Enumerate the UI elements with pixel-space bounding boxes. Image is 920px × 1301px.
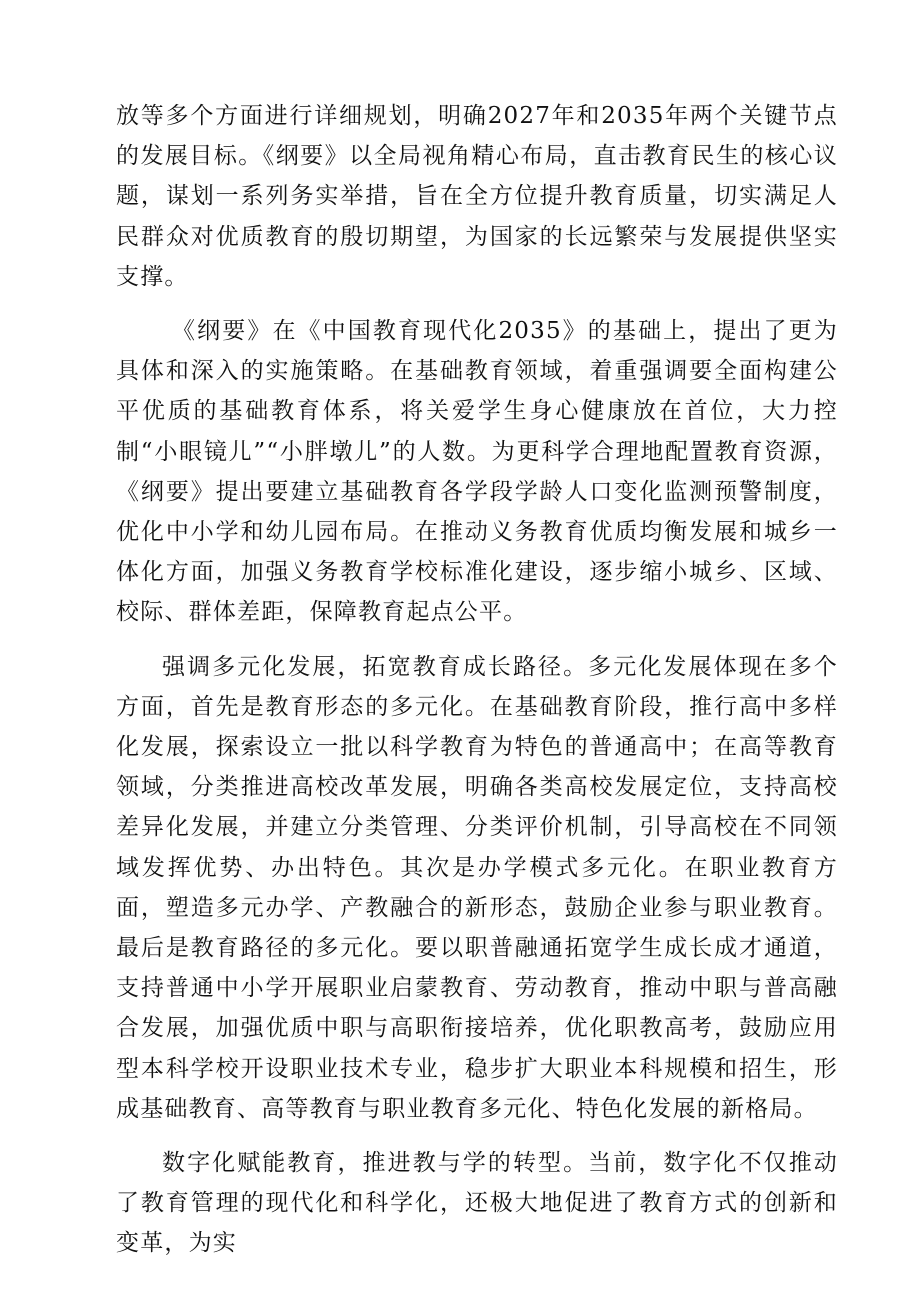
document-body [116, 96, 838, 1264]
paragraph-continuation: 放等多个方面进行详细规划，明确2027年和2035年两个关键节点的发展目标。《纲要》以全局视角精心布局，直击教育民生的核心议题，谋划一系列务实举措，旨在全方位提升教育质量，切实满足人民群众对优质教育的殷切期望，为国家的长远繁荣与发展提供坚实支撑。 [116, 103, 838, 290]
paragraph-digital-empowerment: 数字化赋能教育，推进教与学的转型。当前，数字化不仅推动了教育管理的现代化和科学化，还极大地促进了教育方式的创新和变革，为实 [116, 1150, 838, 1257]
paragraph-outline-strategy: 《纲要》在《中国教育现代化2035》的基础上，提出了更为具体和深入的实施策略。在基础教育领域，着重强调要全面构建公平优质的基础教育体系，将关爱学生身心健康放在首位，大力控制“小眼镜儿”“小胖墩儿”的人数。为更科学合理地配置教育资源，《纲要》提出要建立基础教育各学段学龄人口变化监测预警制度，优化中小学和幼儿园布局。在推动义务教育优质均衡发展和城乡一体化方面，加强义务教育学校标准化建设，逐步缩小城乡、区域、校际、群体差距，保障教育起点公平。 [116, 318, 838, 626]
paragraph-diversified-development: 强调多元化发展，拓宽教育成长路径。多元化发展体现在多个方面，首先是教育形态的多元化。在基础教育阶段，推行高中多样化发展，探索设立一批以科学教育为特色的普通高中；在高等教育领域，分类推进高校改革发展，明确各类高校发展定位，支持高校差异化发展，并建立分类管理、分类评价机制，引导高校在不同领域发挥优势、办出特色。其次是办学模式多元化。在职业教育方面，塑造多元办学、产教融合的新形态，鼓励企业参与职业教育。最后是教育路径的多元化。要以职普融通拓宽学生成长成才通道，支持普通中小学开展职业启蒙教育、劳动教育，推动中职与普高融合发展，加强优质中职与高职衔接培养，优化职教高考，鼓励应用型本科学校开设职业技术专业，稳步扩大职业本科规模和招生，形成基础教育、高等教育与职业教育多元化、特色化发展的新格局。 [116, 653, 838, 1122]
